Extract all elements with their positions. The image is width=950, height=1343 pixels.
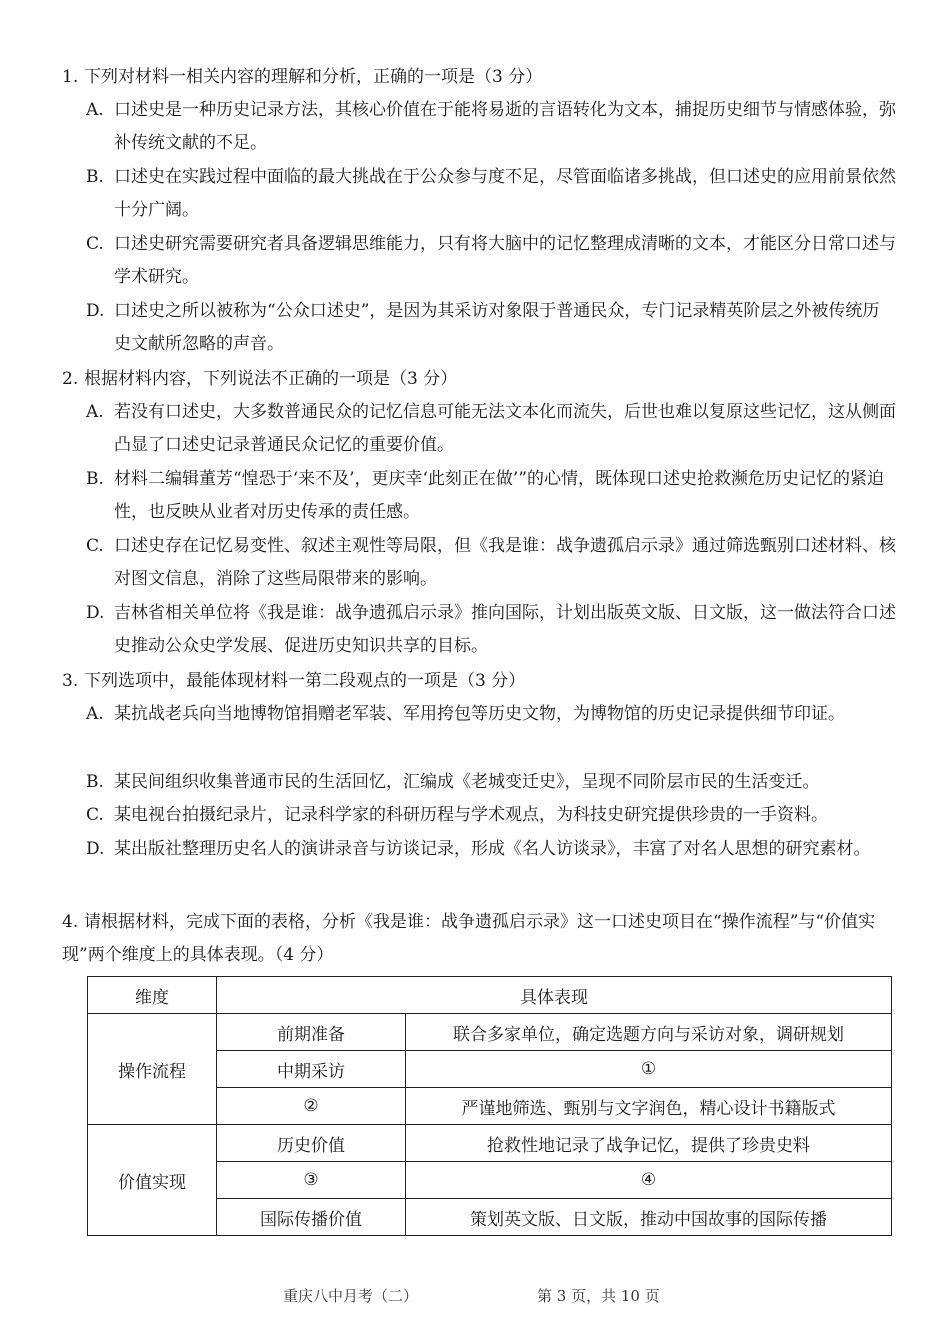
answer-blank-3[interactable]: ③	[217, 1162, 406, 1199]
option-2a[interactable]	[86, 396, 896, 462]
answer-blank-1[interactable]: ①	[406, 1051, 892, 1088]
question-number: 3.	[62, 671, 79, 691]
detail-cell: 策划英文版、日文版，推动中国故事的国际传播	[406, 1199, 892, 1236]
group-label: 价值实现	[88, 1125, 217, 1236]
question-number: 4.	[62, 912, 79, 932]
option-letter: B.	[86, 167, 104, 187]
table-header-row	[88, 977, 892, 1014]
option-letter: C.	[86, 536, 104, 556]
option-letter: B.	[86, 772, 104, 792]
option-letter: A.	[86, 402, 104, 422]
question-4	[62, 906, 892, 972]
question-stem: 根据材料内容，下列说法不正确的一项是（3 分）	[84, 369, 458, 389]
table-row	[88, 1014, 892, 1051]
question-1	[62, 66, 892, 88]
option-text: 口述史存在记忆易变性、叙述主观性等局限，但《我是谁：战争遗孤启示录》通过筛选甄别口述材料、核对图文信息，消除了这些局限带来的影响。	[114, 536, 896, 589]
option-text: 口述史是一种历史记录方法，其核心价值在于能将易逝的言语转化为文本，捕捉历史细节与情感体验，弥补传统文献的不足。	[114, 100, 896, 153]
option-letter: A.	[86, 704, 104, 724]
option-text: 口述史在实践过程中面临的最大挑战在于公众参与度不足，尽管面临诸多挑战，但口述史的应用前景依然十分广阔。	[114, 167, 896, 220]
option-text: 某抗战老兵向当地博物馆捐赠老军装、军用挎包等历史文物，为博物馆的历史记录提供细节印证。	[114, 704, 845, 724]
option-2d[interactable]	[86, 597, 896, 663]
option-letter: D.	[86, 301, 105, 321]
detail-cell: 联合多家单位，确定选题方向与采访对象，调研规划	[406, 1014, 892, 1051]
option-2b[interactable]	[86, 463, 896, 529]
option-text: 口述史之所以被称为“公众口述史”，是因为其采访对象限于普通民众，专门记录精英阶层之外被传统历史文献所忽略的声音。	[114, 301, 880, 354]
option-3d[interactable]	[86, 833, 896, 866]
question-2	[62, 368, 892, 390]
option-text: 某出版社整理历史名人的演讲录音与访谈记录，形成《名人访谈录》，丰富了对名人思想的研究素材。	[114, 839, 871, 859]
header-detail: 具体表现	[217, 977, 892, 1014]
sub-item: 前期准备	[217, 1014, 406, 1051]
option-text: 某民间组织收集普通市民的生活回忆，汇编成《老城变迁史》，呈现不同阶层市民的生活变迁。	[114, 772, 820, 792]
answer-blank-4[interactable]: ④	[406, 1162, 892, 1199]
option-letter: D.	[86, 839, 105, 859]
question-3	[62, 670, 892, 692]
sub-item: 国际传播价值	[217, 1199, 406, 1236]
option-2c[interactable]	[86, 530, 896, 596]
question-stem: 下列选项中，最能体现材料一第二段观点的一项是（3 分）	[84, 671, 526, 691]
option-text: 某电视台拍摄纪录片，记录科学家的科研历程与学术观点，为科技史研究提供珍贵的一手资料。	[114, 805, 828, 825]
option-3c[interactable]	[86, 799, 896, 832]
option-1a[interactable]	[86, 94, 896, 160]
table-row	[88, 1125, 892, 1162]
sub-item: 历史价值	[217, 1125, 406, 1162]
option-letter: A.	[86, 100, 104, 120]
option-letter: C.	[86, 234, 104, 254]
option-letter: B.	[86, 469, 104, 489]
answer-blank-2[interactable]: ②	[217, 1088, 406, 1125]
option-3a[interactable]	[86, 698, 896, 731]
option-1d[interactable]	[86, 295, 896, 361]
header-dimension: 维度	[88, 977, 217, 1014]
question-number: 2.	[62, 369, 79, 389]
answer-table	[87, 976, 892, 1236]
option-text: 材料二编辑董芳“惶恐于‘来不及’，更庆幸‘此刻正在做’”的心情，既体现口述史抢救濒危历史记忆的紧迫性，也反映从业者对历史传承的责任感。	[114, 469, 884, 522]
option-text: 若没有口述史，大多数普通民众的记忆信息可能无法文本化而流失，后世也难以复原这些记忆，这从侧面凸显了口述史记录普通民众记忆的重要价值。	[114, 402, 896, 455]
option-3b[interactable]	[86, 766, 896, 799]
option-1b[interactable]	[86, 161, 896, 227]
group-label: 操作流程	[88, 1014, 217, 1125]
option-text: 口述史研究需要研究者具备逻辑思维能力，只有将大脑中的记忆整理成清晰的文本，才能区分日常口述与学术研究。	[114, 234, 896, 287]
question-number: 1.	[62, 67, 79, 87]
option-text: 吉林省相关单位将《我是谁：战争遗孤启示录》推向国际，计划出版英文版、日文版，这一做法符合口述史推动公众史学发展、促进历史知识共享的目标。	[114, 603, 896, 656]
detail-cell: 抢救性地记录了战争记忆，提供了珍贵史料	[406, 1125, 892, 1162]
sub-item: 中期采访	[217, 1051, 406, 1088]
option-letter: C.	[86, 805, 104, 825]
option-letter: D.	[86, 603, 105, 623]
question-stem: 请根据材料，完成下面的表格，分析《我是谁：战争遗孤启示录》这一口述史项目在“操作流程”与“价值实现”两个维度上的具体表现。（4 分）	[62, 912, 876, 965]
question-stem: 下列对材料一相关内容的理解和分析，正确的一项是（3 分）	[84, 67, 543, 87]
footer-page-info: 第 3 页，共 10 页	[537, 1287, 660, 1305]
footer-school: 重庆八中月考（二）	[283, 1287, 419, 1305]
option-1c[interactable]	[86, 228, 896, 294]
detail-cell: 严谨地筛选、甄别与文字润色，精心设计书籍版式	[406, 1088, 892, 1125]
